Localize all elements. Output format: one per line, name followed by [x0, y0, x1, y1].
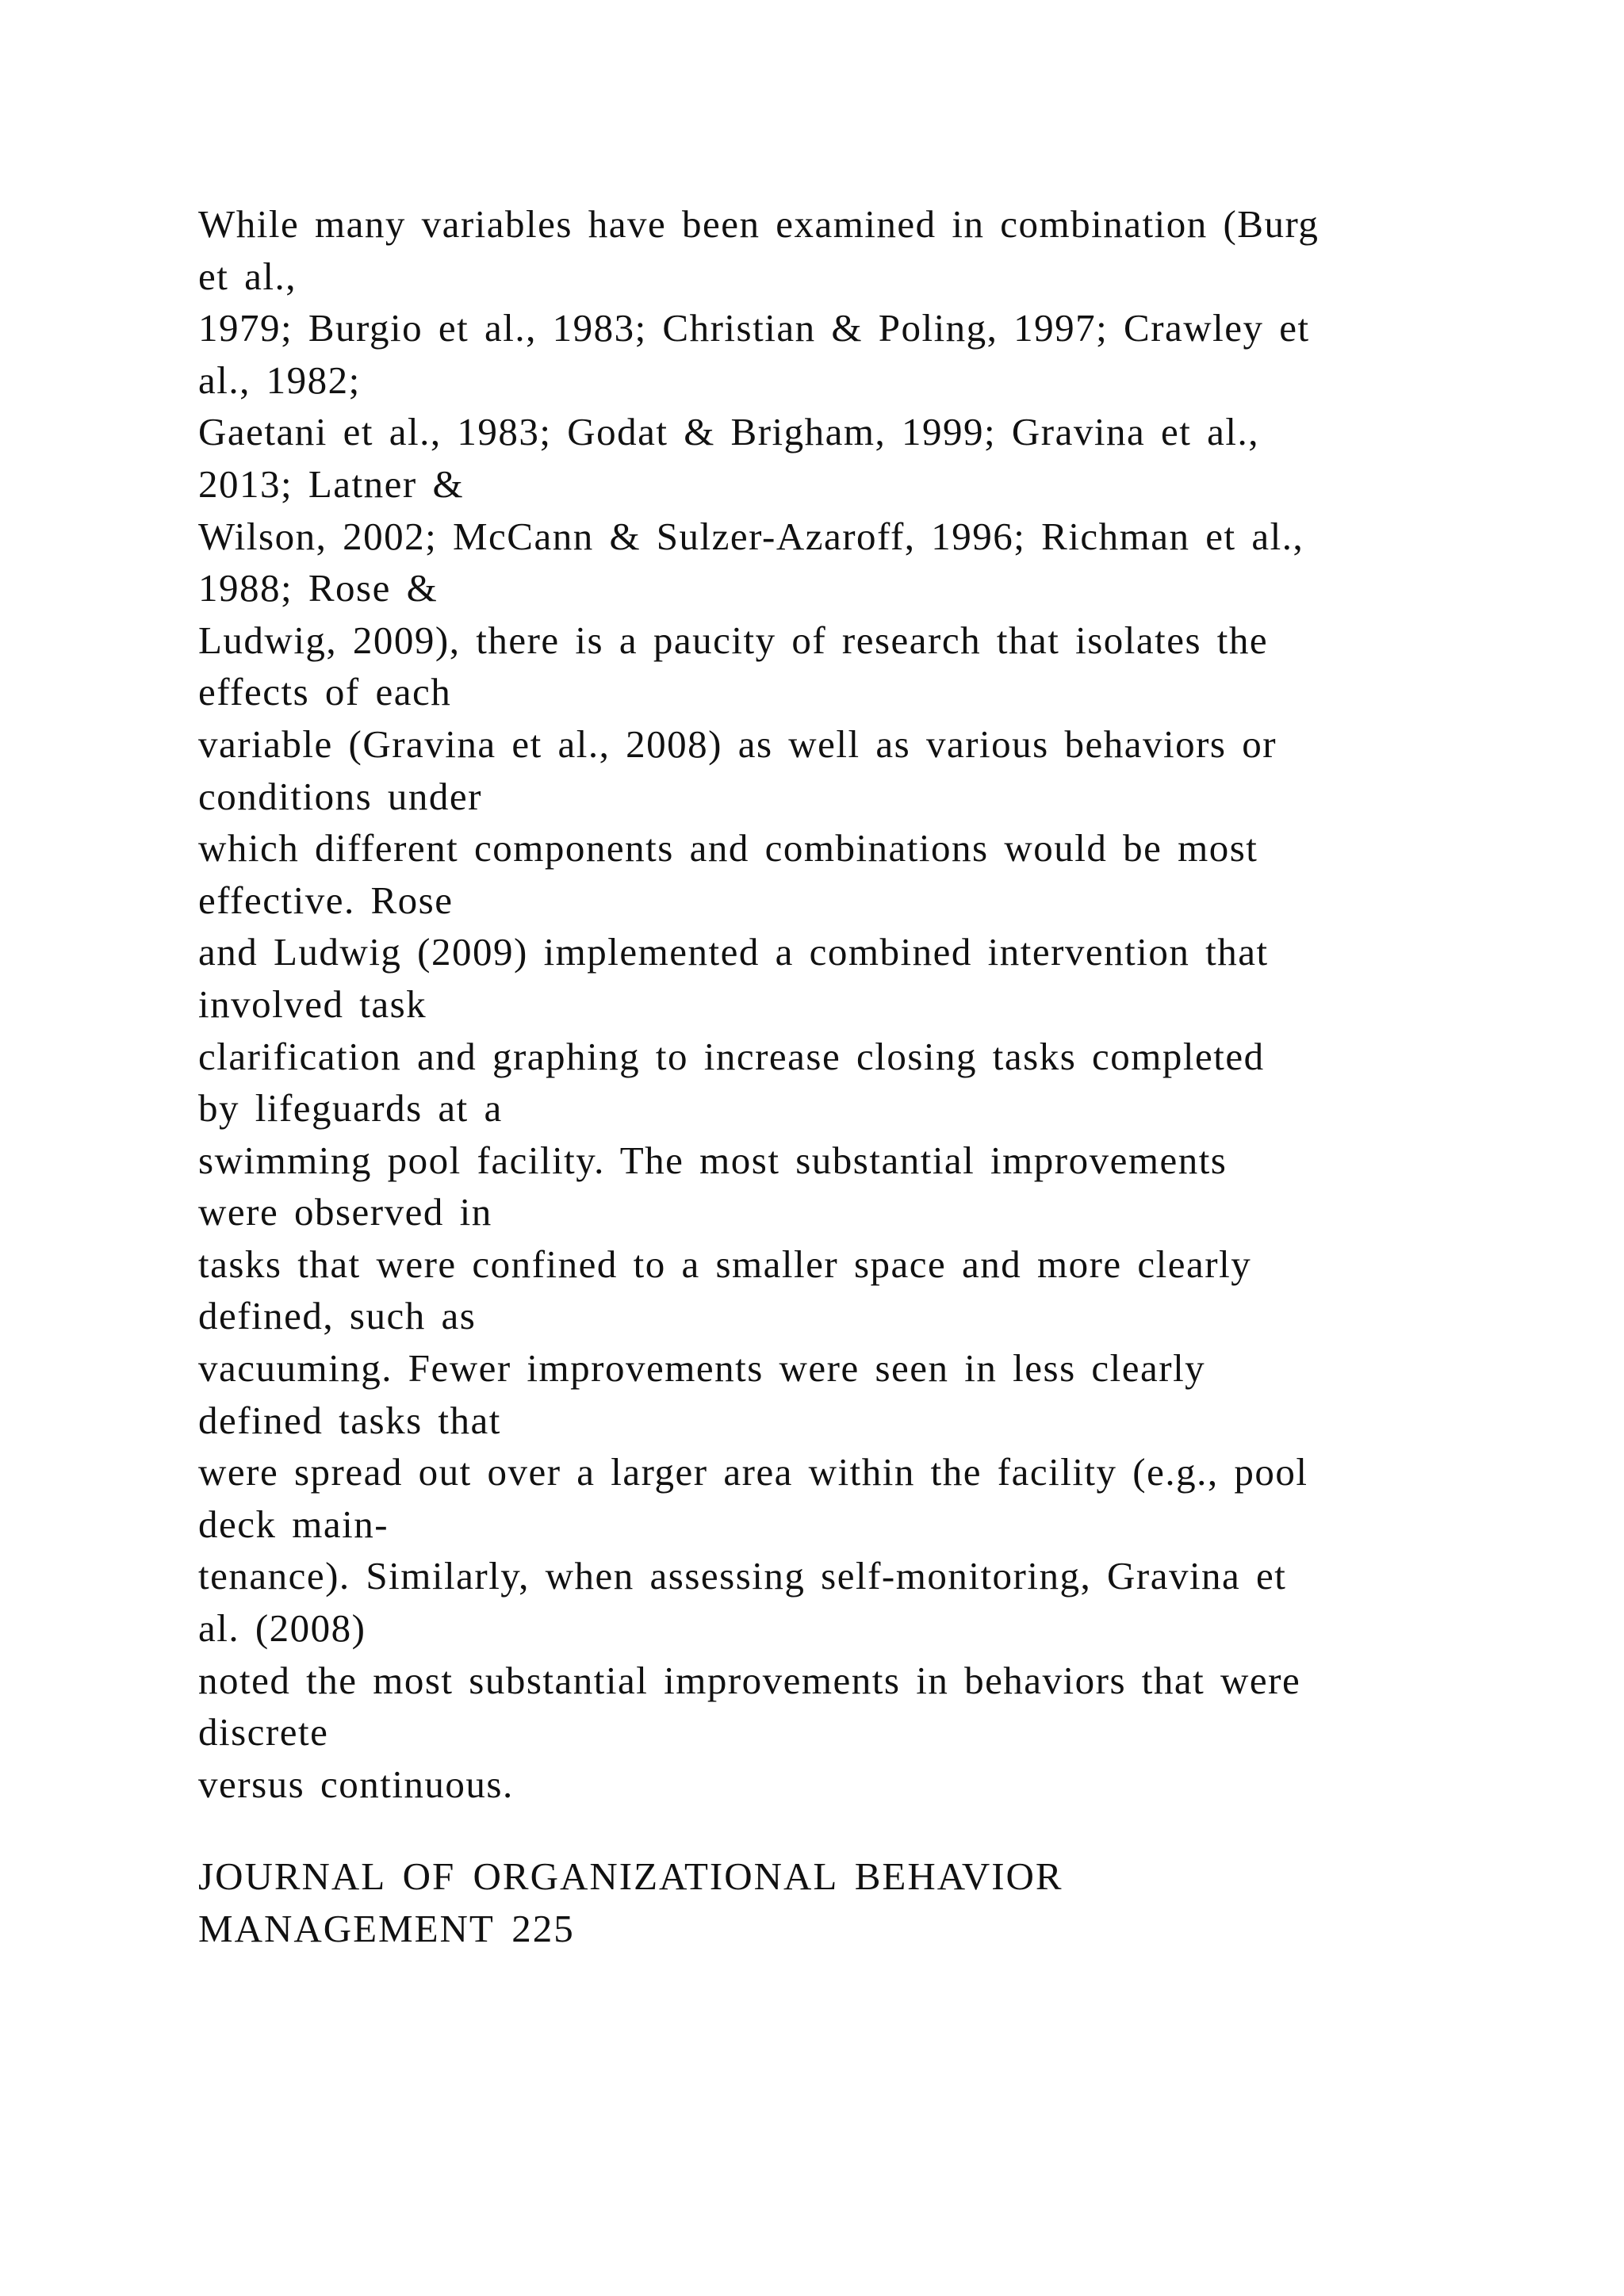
- text-line: Wilson, 2002; McCann & Sulzer-Azaroff, 1996; Richman et al.,: [198, 514, 1304, 558]
- text-line: variable (Gravina et al., 2008) as well as various behaviors or: [198, 721, 1277, 766]
- text-line: effects of each: [198, 670, 452, 714]
- text-line: 1988; Rose &: [198, 566, 439, 610]
- text-line: Ludwig, 2009), there is a paucity of research that isolates the: [198, 618, 1269, 662]
- text-line: which different components and combinations would be most: [198, 826, 1258, 871]
- journal-footer: [198, 1850, 1467, 1954]
- text-line: conditions under: [198, 774, 482, 818]
- text-line: by lifeguards at a: [198, 1086, 503, 1131]
- text-line: al. (2008): [198, 1606, 366, 1651]
- text-line: tenance). Similarly, when assessing self-monitoring, Gravina et: [198, 1554, 1287, 1598]
- text-line: deck main-: [198, 1502, 389, 1546]
- text-line: versus continuous.: [198, 1762, 514, 1806]
- text-line: vacuuming. Fewer improvements were seen in less clearly: [198, 1346, 1206, 1391]
- text-line: defined, such as: [198, 1294, 477, 1338]
- text-line: al., 1982;: [198, 358, 361, 402]
- text-line: tasks that were confined to a smaller space and more clearly: [198, 1242, 1252, 1286]
- text-line: 2013; Latner &: [198, 461, 465, 506]
- text-line: clarification and graphing to increase closing tasks completed: [198, 1034, 1265, 1078]
- text-line: noted the most substantial improvements in behaviors that were: [198, 1658, 1301, 1702]
- text-line: defined tasks that: [198, 1398, 501, 1442]
- text-line: et al.,: [198, 254, 297, 298]
- text-line: discrete: [198, 1710, 329, 1755]
- text-line: swimming pool facility. The most substantial improvements: [198, 1138, 1228, 1182]
- footer-journal-name: JOURNAL OF ORGANIZATIONAL BEHAVIOR: [198, 1854, 1063, 1898]
- body-paragraph: [198, 198, 1467, 1810]
- text-line: Gaetani et al., 1983; Godat & Brigham, 1999; Gravina et al.,: [198, 410, 1259, 454]
- text-line: and Ludwig (2009) implemented a combined intervention that: [198, 930, 1269, 974]
- text-line: While many variables have been examined in combination (Burg: [198, 202, 1320, 246]
- text-line: were spread out over a larger area within the facility (e.g., pool: [198, 1450, 1308, 1494]
- text-line: 1979; Burgio et al., 1983; Christian & Poling, 1997; Crawley et: [198, 306, 1310, 350]
- text-line: were observed in: [198, 1190, 492, 1234]
- text-line: effective. Rose: [198, 878, 454, 922]
- text-line: involved task: [198, 982, 427, 1026]
- footer-page-number: MANAGEMENT 225: [198, 1906, 575, 1950]
